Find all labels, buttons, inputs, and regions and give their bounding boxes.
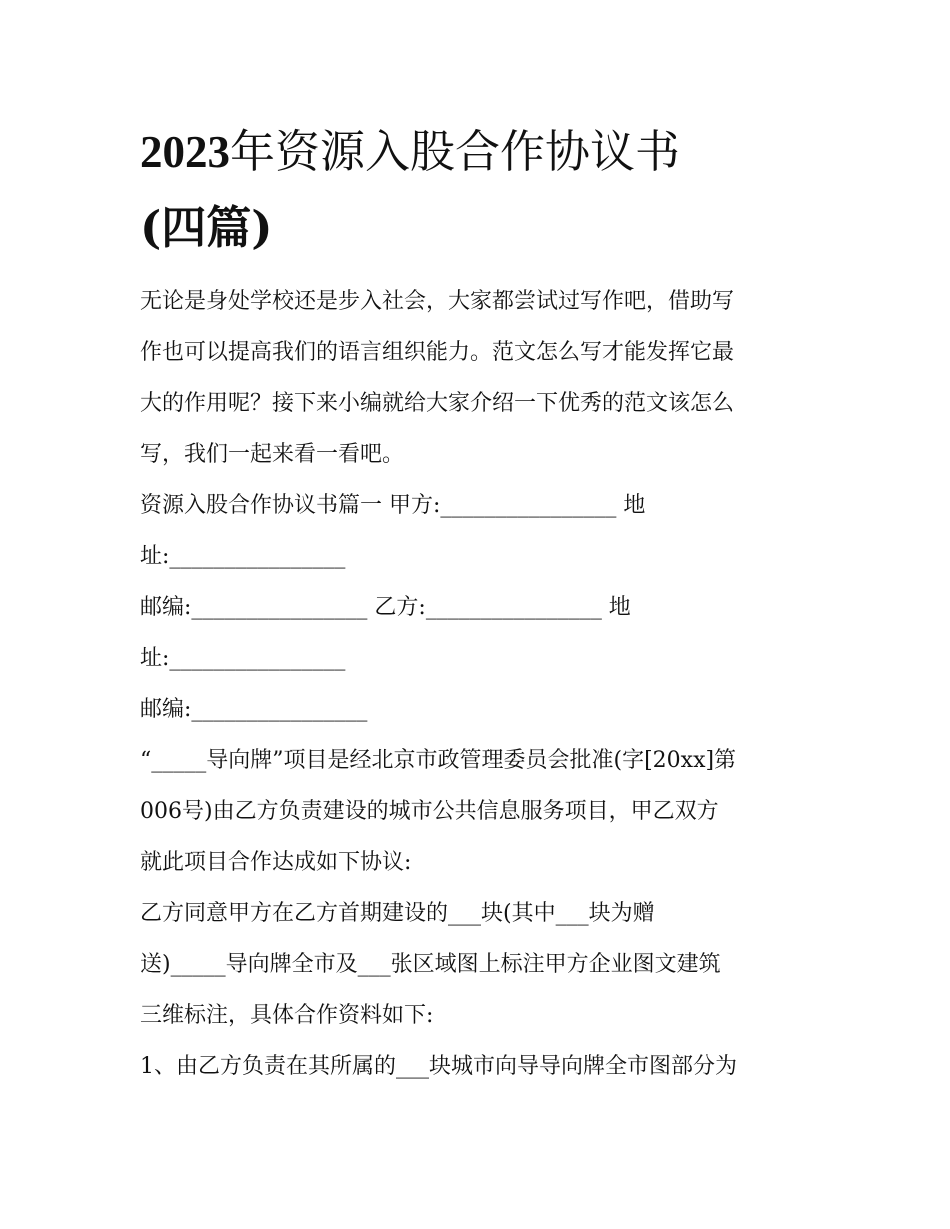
paragraph-line: 三维标注，具体合作资料如下: (140, 1003, 434, 1028)
paragraph-line: 006号)由乙方负责建设的城市公共信息服务项目，甲乙双方 (140, 799, 719, 824)
paragraph-line: 址:________________ (140, 544, 346, 569)
paragraph-line: 送)_____导向牌全市及___张区域图上标注甲方企业图文建筑 (140, 952, 721, 977)
paragraph-line: 资源入股合作协议书篇一 甲方:________________ 地 (140, 493, 646, 518)
paragraph-line: 无论是身处学校还是步入社会，大家都尝试过写作吧，借助写 (140, 289, 735, 314)
paragraph-line: 作也可以提高我们的语言组织能力。范文怎么写才能发挥它最 (140, 340, 735, 365)
document-body (140, 276, 830, 1092)
title-text: 年资源入股合作协议书 (230, 125, 681, 178)
paragraph-line: “_____导向牌”项目是经北京市政管理委员会批准(字[20xx]第 (140, 748, 737, 773)
paragraph-line: 邮编:________________ 乙方:________________ 地 (140, 595, 631, 620)
paragraph-line: 就此项目合作达成如下协议: (140, 850, 412, 875)
title-year: 2023 (140, 127, 230, 177)
paragraph-line: 1、由乙方负责在其所属的___块城市向导导向牌全市图部分为 (140, 1054, 737, 1079)
document-title (140, 114, 830, 266)
paragraph-line: 邮编:________________ (140, 697, 368, 722)
paragraph-line: 址:________________ (140, 646, 346, 671)
paragraph-line: 写，我们一起来看一看吧。 (140, 442, 405, 467)
paragraph-line: 大的作用呢？接下来小编就给大家介绍一下优秀的范文该怎么 (140, 391, 735, 416)
title-subtitle: (四篇) (140, 201, 273, 254)
paragraph-line: 乙方同意甲方在乙方首期建设的___块(其中___块为赠 (140, 901, 655, 926)
